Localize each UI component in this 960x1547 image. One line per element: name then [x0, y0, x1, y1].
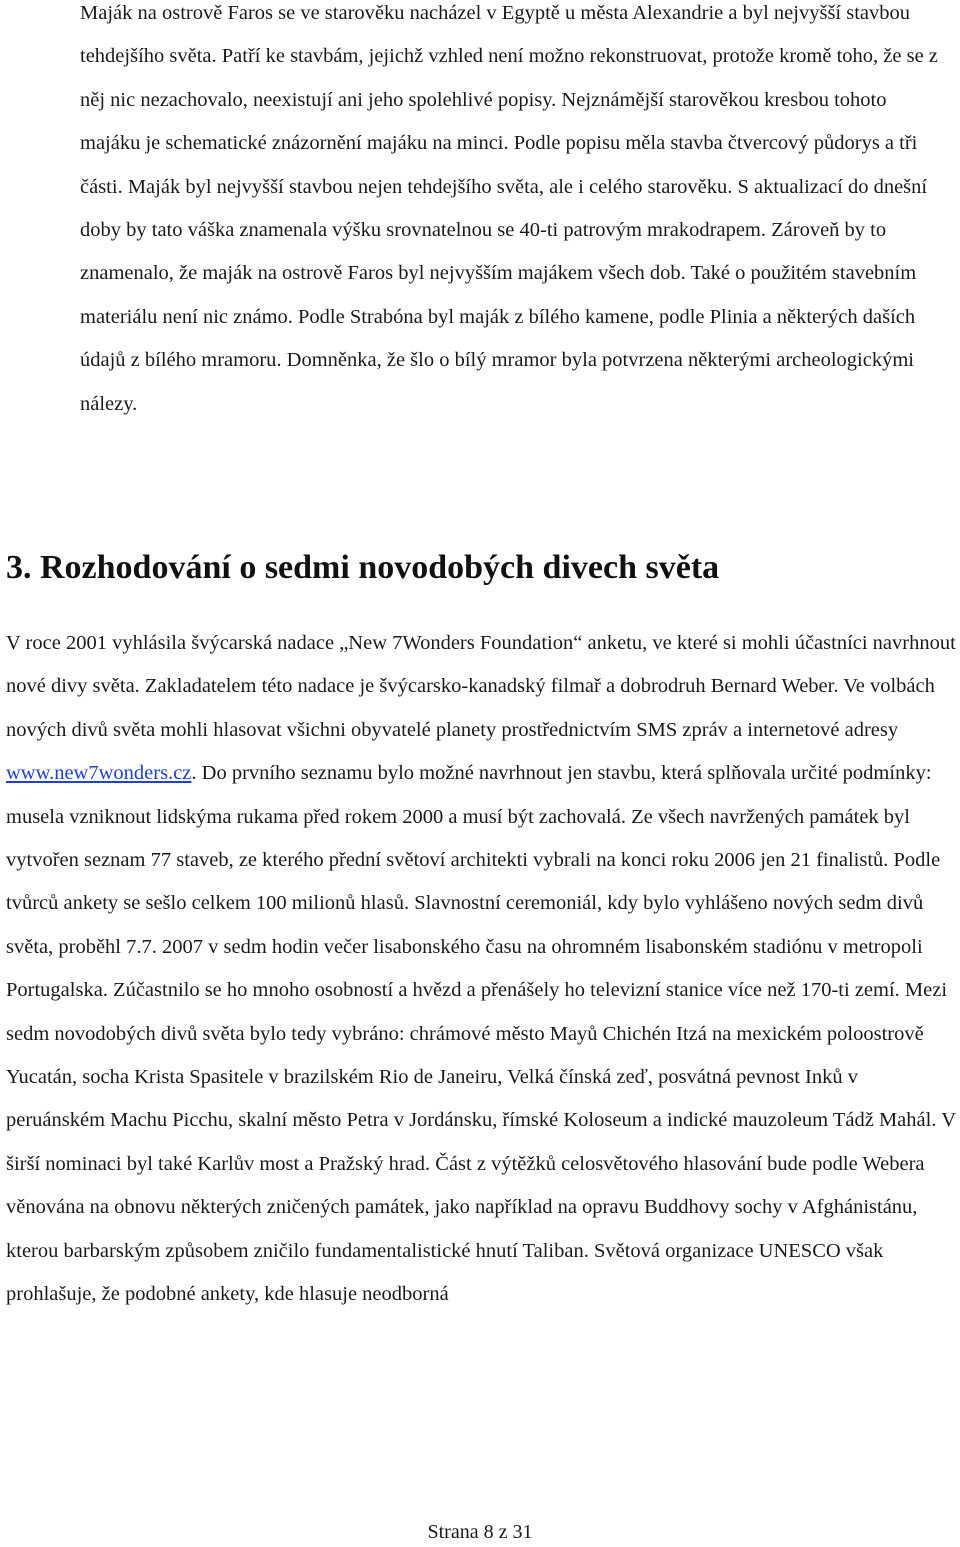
paragraph-text-after-link: . Do prvního seznamu bylo možné navrhnout jen stavbu, která splňovala určité podmínky: musela vzniknout lidskýma rukama před rokem 2000 a musí být zachovalá. Ze všech navržených památek byl vytvořen seznam 77 staveb, ze kterého přední světoví architekti vybrali na konci roku 2006 jen 21 finalistů. Podle tvůrců ankety se sešlo celkem 100 milionů hlasů. Slavnostní ceremoniál, kdy bylo vyhlášeno nových sedm divů světa, proběhl 7.7. 2007 v sedm hodin večer lisabonského času na ohromném lisabonském stadiónu v metropoli Portugalska. Zúčastnilo se ho mnoho osobností a hvězd a přenášely ho televizní stanice více než 170-ti zemí. Mezi sedm novodobých divů světa bylo tedy vybráno: chrámové město Mayů Chichén Itzá na mexickém poloostrově Yucatán, socha Krista Spasitele v brazilském Rio de Janeiru, Velká čínská zeď, posvátná pevnost Inků v peruánském Machu Picchu, skalní město Petra v Jordánsku, římské Koloseum a indické mauzoleum Tádž Mahál. V širší nominaci byl také Karlův most a Pražský hrad. Část z výtěžků celosvětového hlasování bude podle Webera věnována na obnovu některých zničených památek, jako například na opravu Buddhovy sochy v Afghánistánu, kterou barbarským způsobem zničilo fundamentalistické hnutí Taliban. Světová organizace UNESCO však prohlašuje, že podobné ankety, kde hlasuje neodborná [6, 762, 956, 1306]
pharos-lighthouse-paragraph: Maják na ostrově Faros se ve starověku nacházel v Egyptě u města Alexandrie a byl nejvyšší stavbou tehdejšího světa. Patří ke stavbám, jejichž vzhled není možno rekonstruovat, protože kromě toho, že se z něj nic nezachovalo, neexistují ani jeho spolehlivé popisy. Nejznámější starověkou kresbou tohoto majáku je schematické znázornění majáku na minci. Podle popisu měla stavba čtvercový půdorys a tři části. Maják byl nejvyšší stavbou nejen tehdejšího světa, ale i celého starověku. S aktualizací do dnešní doby by tato váška znamenala výšku srovnatelnou se 40-ti patrovým mrakodrapem. Zároveň by to znamenalo, že maják na ostrově Faros byl nejvyšším majákem všech dob. Také o použitém stavebním materiálu není nic známo. Podle Strabóna byl maják z bílého kamene, podle Plinia a některých daších údajů z bílého mramoru. Domněnka, že šlo o bílý mramor byla potvrzena některými archeologickými nálezy. [80, 2, 938, 415]
paragraph-text-before-link: V roce 2001 vyhlásila švýcarská nadace „New 7Wonders Foundation“ anketu, ve které si mohli účastníci navrhnout nové divy světa. Zakladatelem této nadace je švýcarsko-kanadský filmař a dobrodruh Bernard Weber. Ve volbách nových divů světa mohli hlasovat všichni obyvatelé planety prostřednictvím SMS zpráv a internetové adresy [6, 632, 956, 741]
section-heading: 3. Rozhodování o sedmi novodobých divech světa [6, 549, 720, 586]
page-number-footer: Strana 8 z 31 [427, 1521, 533, 1543]
new7wonders-link[interactable]: www.new7wonders.cz [6, 762, 192, 785]
new-seven-wonders-paragraph [6, 622, 958, 1317]
